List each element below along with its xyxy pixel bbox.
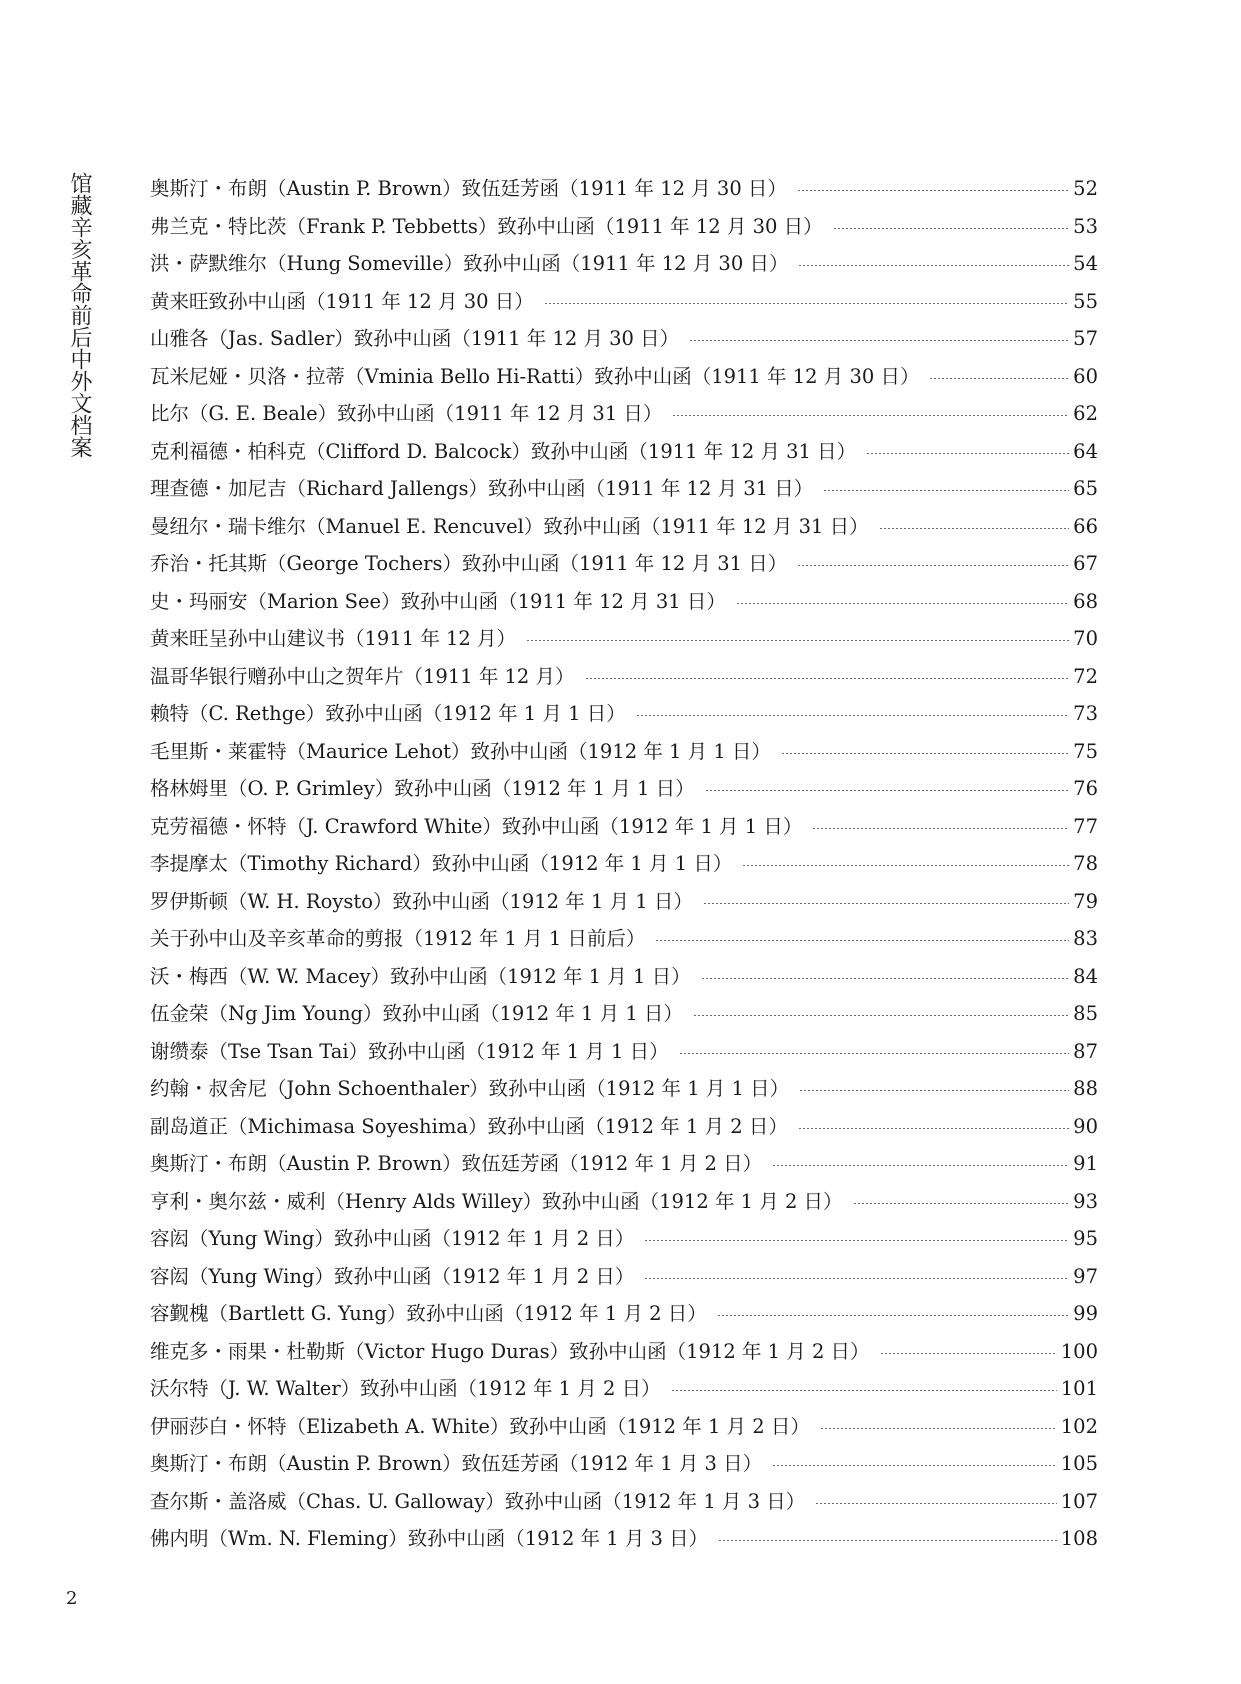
dot-leader	[742, 865, 1069, 866]
toc-entry	[150, 808, 1098, 846]
toc-entry-page: 66	[1073, 514, 1098, 538]
toc-entry-page: 70	[1073, 627, 1098, 650]
toc-entry-title: 奥斯汀・布朗（Austin P. Brown）致伍廷芳函（1912 年 1 月 3 日）	[150, 1452, 763, 1475]
toc-entry	[150, 845, 1098, 883]
toc-entry-page: 60	[1073, 364, 1098, 388]
toc-entry-title: 沃・梅西（W. W. Macey）致孙中山函（1912 年 1 月 1 日）	[150, 964, 691, 988]
dot-leader	[797, 190, 1069, 191]
toc-entry-page: 73	[1073, 702, 1098, 725]
toc-entry-title: 李提摩太（Timothy Richard）致孙中山函（1912 年 1 月 1 日）	[150, 852, 733, 875]
dot-leader	[880, 1353, 1057, 1354]
toc-entry-title: 弗兰克・特比茨（Frank P. Tebbetts）致孙中山函（1911 年 12 月 30 日）	[150, 214, 823, 238]
toc-entry	[150, 1445, 1098, 1483]
dot-leader	[866, 453, 1069, 454]
toc-entry	[150, 508, 1098, 546]
toc-entry-title: 瓦米尼娅・贝洛・拉蒂（Vminia Bello Hi-Ratti）致孙中山函（1911 年 12 月 30 日）	[150, 364, 920, 388]
toc-entry	[150, 883, 1098, 921]
toc-entry-page: 83	[1073, 927, 1098, 950]
toc-entry-title: 维克多・雨果・杜勒斯（Victor Hugo Duras）致孙中山函（1912 年 1 月 2 日）	[150, 1339, 870, 1363]
dot-leader	[820, 1428, 1057, 1429]
toc-entry	[150, 1333, 1098, 1371]
toc-entry-title: 副岛道正（Michimasa Soyeshima）致孙中山函（1912 年 1 月 2 日）	[150, 1114, 788, 1138]
toc-entry-title: 伍金荣（Ng Jim Young）致孙中山函（1912 年 1 月 1 日）	[150, 1002, 683, 1025]
toc-entry-page: 77	[1073, 814, 1098, 838]
table-of-contents	[150, 170, 1098, 1558]
dot-leader	[853, 1203, 1070, 1204]
dot-leader	[799, 1090, 1069, 1091]
toc-entry	[150, 470, 1098, 508]
toc-entry	[150, 1408, 1098, 1446]
toc-entry	[150, 995, 1098, 1033]
toc-entry-title: 容觐槐（Bartlett G. Yung）致孙中山函（1912 年 1 月 2 日）	[150, 1302, 707, 1325]
toc-entry	[150, 920, 1098, 958]
toc-entry	[150, 358, 1098, 396]
toc-entry-page: 64	[1073, 439, 1098, 463]
toc-entry	[150, 1070, 1098, 1108]
toc-entry-title: 理查德・加尼吉（Richard Jallengs）致孙中山函（1911 年 12 月 31 日）	[150, 477, 814, 500]
toc-entry-page: 78	[1073, 852, 1098, 875]
toc-entry-page: 99	[1073, 1302, 1098, 1325]
toc-entry	[150, 733, 1098, 771]
toc-entry-page: 87	[1073, 1039, 1098, 1063]
dot-leader	[798, 265, 1069, 266]
dot-leader	[693, 1015, 1069, 1016]
dot-leader	[644, 1240, 1069, 1241]
dot-leader	[679, 1053, 1070, 1054]
toc-entry-page: 102	[1060, 1414, 1098, 1438]
toc-entry-page: 65	[1073, 477, 1098, 500]
toc-entry-title: 曼纽尔・瑞卡维尔（Manuel E. Rencuvel）致孙中山函（1911 年 12 月 31 日）	[150, 514, 869, 538]
toc-entry-page: 90	[1073, 1114, 1098, 1138]
dot-leader	[526, 640, 1069, 641]
dot-leader	[585, 678, 1070, 679]
toc-entry-page: 93	[1073, 1189, 1098, 1213]
toc-entry	[150, 658, 1098, 696]
toc-entry-title: 格林姆里（O. P. Grimley）致孙中山函（1912 年 1 月 1 日）	[150, 777, 695, 800]
toc-entry-title: 谢缵泰（Tse Tsan Tai）致孙中山函（1912 年 1 月 1 日）	[150, 1039, 669, 1063]
toc-entry-page: 79	[1073, 889, 1098, 913]
toc-entry-page: 53	[1073, 214, 1098, 238]
toc-entry-title: 查尔斯・盖洛威（Chas. U. Galloway）致孙中山函（1912 年 1 月 3 日）	[150, 1489, 806, 1513]
dot-leader	[701, 978, 1070, 979]
toc-entry-page: 108	[1060, 1527, 1098, 1550]
toc-entry-title: 赖特（C. Rethge）致孙中山函（1912 年 1 月 1 日）	[150, 702, 626, 725]
toc-entry-title: 佛内明（Wm. N. Fleming）致孙中山函（1912 年 1 月 3 日）	[150, 1527, 709, 1550]
toc-entry-page: 57	[1073, 327, 1098, 350]
dot-leader	[812, 828, 1069, 829]
toc-entry-page: 62	[1073, 402, 1098, 425]
toc-entry	[150, 545, 1098, 583]
toc-entry	[150, 1220, 1098, 1258]
toc-entry	[150, 695, 1098, 733]
toc-entry-page: 105	[1060, 1452, 1098, 1475]
dot-leader	[689, 340, 1069, 341]
dot-leader	[703, 903, 1069, 904]
toc-entry-title: 亨利・奥尔兹・威利（Henry Alds Willey）致孙中山函（1912 年 1 月 2 日）	[150, 1189, 843, 1213]
dot-leader	[636, 715, 1069, 716]
toc-entry-title: 容闳（Yung Wing）致孙中山函（1912 年 1 月 2 日）	[150, 1227, 635, 1250]
toc-entry-page: 76	[1073, 777, 1098, 800]
toc-entry	[150, 433, 1098, 471]
toc-entry	[150, 395, 1098, 433]
dot-leader	[833, 228, 1070, 229]
dot-leader	[797, 565, 1069, 566]
toc-entry-title: 伊丽莎白・怀特（Elizabeth A. White）致孙中山函（1912 年 1 月 2 日）	[150, 1414, 810, 1438]
toc-entry-page: 88	[1073, 1077, 1098, 1100]
toc-entry-title: 克利福德・柏科克（Clifford D. Balcock）致孙中山函（1911 年 12 月 31 日）	[150, 439, 857, 463]
toc-entry-title: 洪・萨默维尔（Hung Someville）致孙中山函（1911 年 12 月 30 日）	[150, 252, 789, 275]
toc-entry-page: 95	[1073, 1227, 1098, 1250]
dot-leader	[544, 303, 1069, 304]
toc-entry-page: 84	[1073, 964, 1098, 988]
page-number: 2	[66, 1588, 78, 1609]
toc-entry-page: 52	[1073, 177, 1098, 200]
toc-entry	[150, 1483, 1098, 1521]
toc-entry-page: 55	[1073, 289, 1098, 313]
toc-entry	[150, 770, 1098, 808]
toc-entry-title: 容闳（Yung Wing）致孙中山函（1912 年 1 月 2 日）	[150, 1264, 635, 1288]
toc-entry	[150, 958, 1098, 996]
toc-entry	[150, 1370, 1098, 1408]
toc-entry	[150, 1183, 1098, 1221]
toc-entry-title: 比尔（G. E. Beale）致孙中山函（1911 年 12 月 31 日）	[150, 402, 663, 425]
dot-leader	[772, 1165, 1069, 1166]
dot-leader	[772, 1465, 1057, 1466]
toc-entry	[150, 208, 1098, 246]
toc-entry	[150, 1033, 1098, 1071]
toc-entry-title: 黄来旺呈孙中山建议书（1911 年 12 月）	[150, 627, 517, 650]
toc-entry-title: 关于孙中山及辛亥革命的剪报（1912 年 1 月 1 日前后）	[150, 927, 646, 950]
toc-entry	[150, 245, 1098, 283]
toc-entry-page: 85	[1073, 1002, 1098, 1025]
toc-entry	[150, 1520, 1098, 1558]
toc-entry-page: 101	[1060, 1377, 1098, 1400]
dot-leader	[815, 1503, 1057, 1504]
toc-entry-title: 奥斯汀・布朗（Austin P. Brown）致伍廷芳函（1912 年 1 月 2 日）	[150, 1152, 763, 1175]
toc-entry-title: 乔治・托其斯（George Tochers）致孙中山函（1911 年 12 月 31 日）	[150, 552, 788, 575]
dot-leader	[672, 415, 1069, 416]
toc-entry-page: 100	[1060, 1339, 1098, 1363]
toc-entry-title: 山雅各（Jas. Sadler）致孙中山函（1911 年 12 月 30 日）	[150, 327, 680, 350]
toc-entry	[150, 1295, 1098, 1333]
dot-leader	[736, 603, 1069, 604]
toc-entry-page: 91	[1073, 1152, 1098, 1175]
toc-entry-title: 沃尔特（J. W. Walter）致孙中山函（1912 年 1 月 2 日）	[150, 1377, 661, 1400]
dot-leader	[929, 378, 1069, 379]
toc-entry	[150, 1145, 1098, 1183]
toc-entry-page: 107	[1060, 1489, 1098, 1513]
toc-entry	[150, 1108, 1098, 1146]
toc-entry-title: 奥斯汀・布朗（Austin P. Brown）致伍廷芳函（1911 年 12 月 30 日）	[150, 177, 787, 200]
toc-entry-page: 67	[1073, 552, 1098, 575]
toc-entry	[150, 1258, 1098, 1296]
toc-entry-page: 72	[1073, 664, 1098, 688]
toc-entry-page: 75	[1073, 739, 1098, 763]
toc-entry-title: 黄来旺致孙中山函（1911 年 12 月 30 日）	[150, 289, 534, 313]
toc-entry-page: 97	[1073, 1264, 1098, 1288]
dot-leader	[705, 790, 1070, 791]
toc-entry	[150, 320, 1098, 358]
dot-leader	[644, 1278, 1069, 1279]
toc-entry-title: 约翰・叔舍尼（John Schoenthaler）致孙中山函（1912 年 1 月 1 日）	[150, 1077, 790, 1100]
toc-entry-title: 史・玛丽安（Marion See）致孙中山函（1911 年 12 月 31 日）	[150, 589, 726, 613]
dot-leader	[781, 753, 1069, 754]
dot-leader	[671, 1390, 1057, 1391]
toc-entry	[150, 620, 1098, 658]
toc-entry-page: 68	[1073, 589, 1098, 613]
toc-entry	[150, 583, 1098, 621]
toc-entry	[150, 170, 1098, 208]
dot-leader	[717, 1315, 1069, 1316]
dot-leader	[718, 1540, 1057, 1541]
toc-entry-title: 温哥华银行赠孙中山之贺年片（1911 年 12 月）	[150, 664, 575, 688]
toc-entry-title: 罗伊斯顿（W. H. Roysto）致孙中山函（1912 年 1 月 1 日）	[150, 889, 693, 913]
running-title: 馆藏辛亥革命前后中外文档案	[67, 172, 92, 458]
dot-leader	[798, 1128, 1069, 1129]
toc-entry-page: 54	[1073, 252, 1098, 275]
dot-leader	[879, 528, 1070, 529]
toc-entry-title: 毛里斯・莱霍特（Maurice Lehot）致孙中山函（1912 年 1 月 1 日）	[150, 739, 771, 763]
toc-entry-title: 克劳福德・怀特（J. Crawford White）致孙中山函（1912 年 1 月 1 日）	[150, 814, 803, 838]
dot-leader	[655, 940, 1069, 941]
dot-leader	[823, 490, 1069, 491]
toc-entry	[150, 283, 1098, 321]
